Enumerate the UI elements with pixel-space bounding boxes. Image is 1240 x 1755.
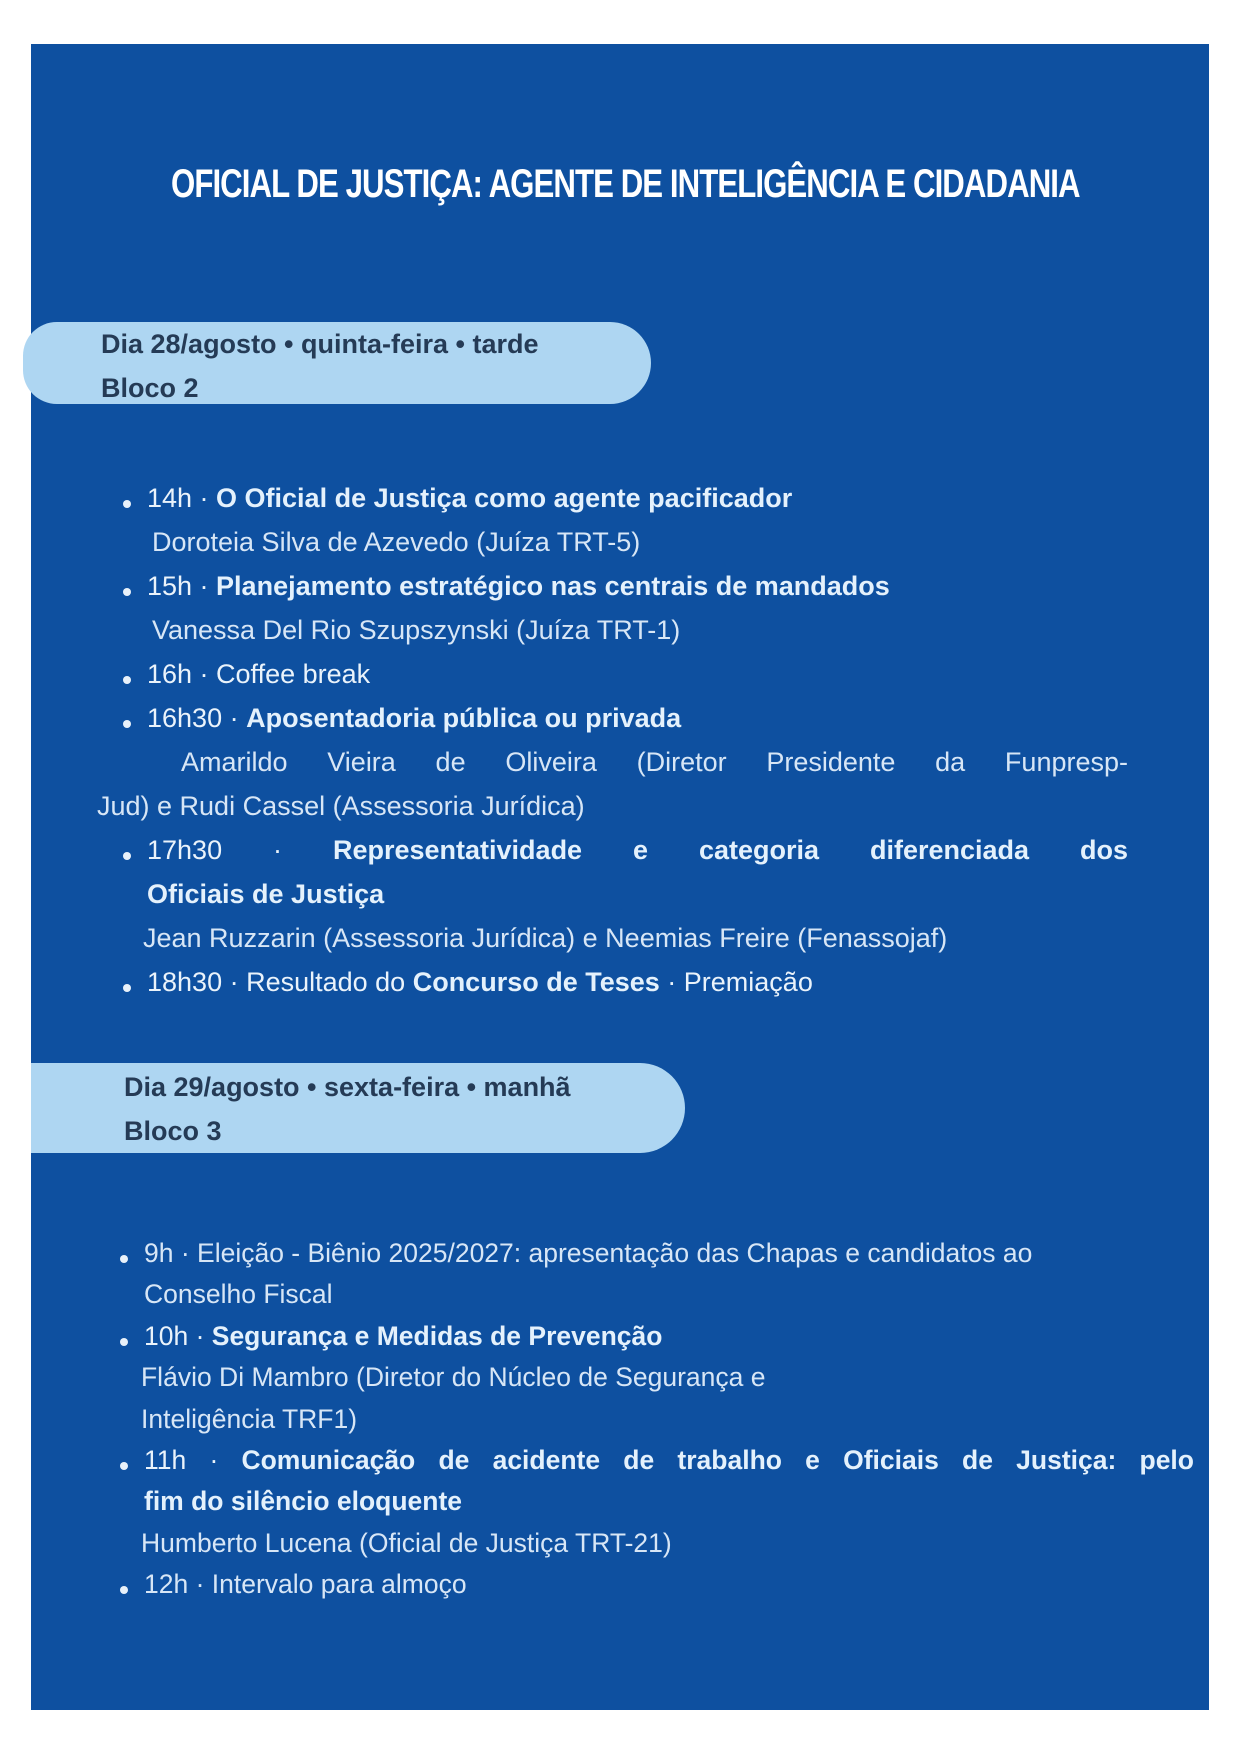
- bullet-icon: [123, 852, 131, 860]
- speaker: Doroteia Silva de Azevedo (Juíza TRT-5): [152, 527, 641, 557]
- session-title: Representatividade e categoria diferenciada dos: [332, 835, 1129, 865]
- block-label: Bloco 2: [101, 373, 199, 403]
- flyer-panel: [31, 44, 1209, 1710]
- list-item: 17h30 · Representatividade e categoria diferenciada dos: [147, 835, 1129, 865]
- bullet-icon: [120, 1255, 128, 1263]
- session-title: O Oficial de Justiça como agente pacificador: [216, 483, 793, 513]
- speaker-continued: Jud) e Rudi Cassel (Assessoria Jurídica): [97, 791, 585, 821]
- bullet-icon: [123, 500, 131, 508]
- speaker-continued: Inteligência TRF1): [141, 1404, 358, 1434]
- speaker: Jean Ruzzarin (Assessoria Jurídica) e Neemias Freire (Fenassojaf): [143, 923, 948, 953]
- list-item: 10h · Segurança e Medidas de Prevenção: [144, 1321, 663, 1351]
- list-item: 12h · Intervalo para almoço: [144, 1569, 467, 1599]
- block-label: Bloco 3: [124, 1116, 222, 1146]
- speaker: Amarildo Vieira de Oliveira (Diretor Presidente da Funpresp-: [181, 747, 1128, 777]
- day-label: Dia 28/agosto • quinta-feira • tarde: [101, 329, 539, 359]
- bullet-icon: [120, 1462, 128, 1470]
- day-header-block-3: [31, 1063, 685, 1153]
- day-label: Dia 29/agosto • sexta-feira • manhã: [124, 1072, 571, 1102]
- session-title: Comunicação de acidente de trabalho e Oficiais de Justiça: pelo: [241, 1445, 1194, 1475]
- speaker: Humberto Lucena (Oficial de Justiça TRT-21): [141, 1528, 672, 1558]
- list-item: 18h30 · Resultado do Concurso de Teses · Premiação: [147, 967, 813, 997]
- bullet-icon: [120, 1338, 128, 1346]
- bullet-icon: [123, 984, 131, 992]
- bullet-icon: [123, 720, 131, 728]
- session-title: Aposentadoria pública ou privada: [246, 703, 682, 733]
- list-item: 11h · Comunicação de acidente de trabalho e Oficiais de Justiça: pelo: [144, 1445, 1194, 1475]
- bullet-icon: [120, 1586, 128, 1594]
- session-title: Segurança e Medidas de Prevenção: [211, 1321, 663, 1351]
- speaker: Vanessa Del Rio Szupszynski (Juíza TRT-1): [152, 615, 681, 645]
- speaker: Flávio Di Mambro (Diretor do Núcleo de Segurança e: [141, 1362, 766, 1392]
- session-title: Concurso de Teses: [412, 967, 660, 997]
- bullet-icon: [123, 588, 131, 596]
- list-item-continued: Conselho Fiscal: [144, 1279, 333, 1309]
- list-item: 16h30 · Aposentadoria pública ou privada: [147, 703, 682, 733]
- session-title-continued: fim do silêncio eloquente: [144, 1486, 463, 1516]
- bullet-icon: [123, 676, 131, 684]
- session-title-continued: Oficiais de Justiça: [147, 879, 385, 909]
- list-item: 16h · Coffee break: [147, 659, 371, 689]
- day-header-block-2: [23, 322, 651, 404]
- page-title: OFICIAL DE JUSTIÇA: AGENTE DE INTELIGÊNCIA E CIDADANIA: [171, 162, 1080, 206]
- list-item: 15h · Planejamento estratégico nas centrais de mandados: [147, 571, 890, 601]
- list-item: 9h · Eleição - Biênio 2025/2027: apresentação das Chapas e candidatos ao: [144, 1238, 1033, 1268]
- list-item: 14h · O Oficial de Justiça como agente pacificador: [147, 483, 793, 513]
- session-title: Planejamento estratégico nas centrais de mandados: [216, 571, 890, 601]
